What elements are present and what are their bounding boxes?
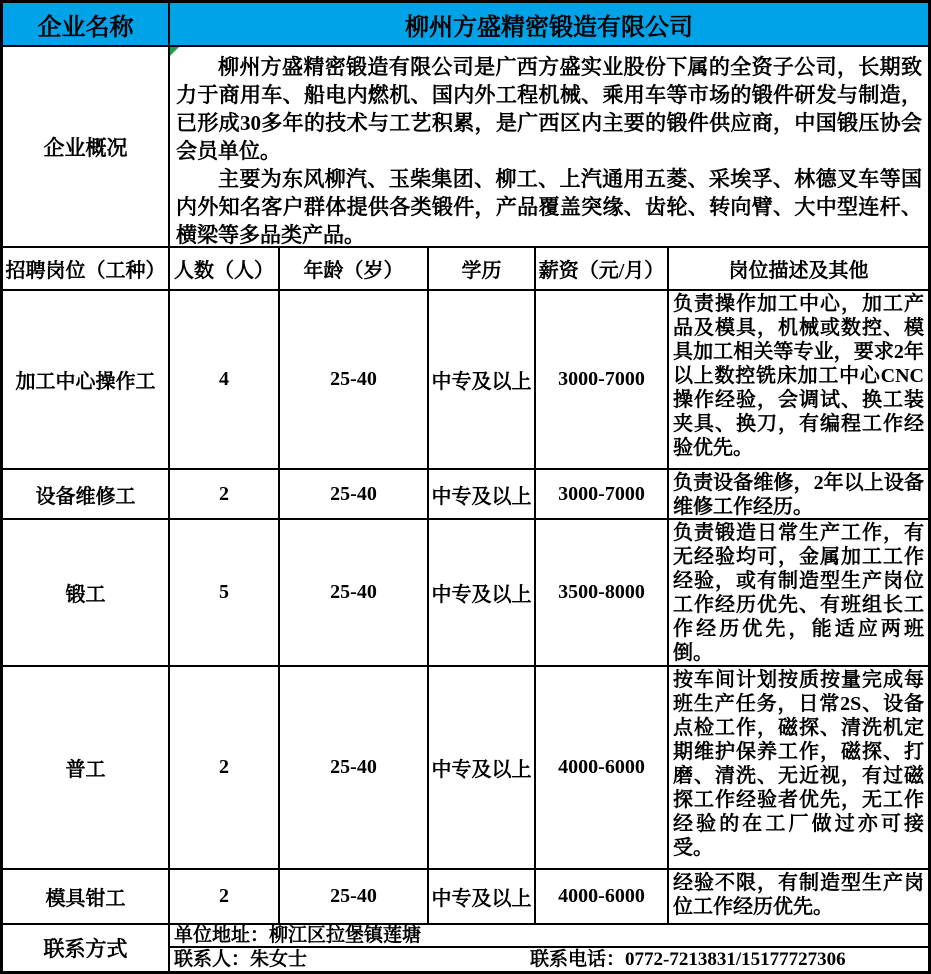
company-overview-row xyxy=(3,47,928,248)
description-cell: 负责操作加工中心，加工产品及模具，机械或数控、模具加工相关等专业，要求2年以上数控铣床加工中心CNC操作经验，会调试、换工装夹具、换刀，有编程工作经验优先。 xyxy=(673,293,924,459)
position-cell: 普工 xyxy=(3,667,170,868)
description-cell: 负责设备维修，2年以上设备维修工作经历。 xyxy=(673,472,924,518)
company-name-row xyxy=(3,3,928,47)
position-cell: 设备维修工 xyxy=(3,470,170,518)
count-cell: 2 xyxy=(170,870,280,923)
contact-row xyxy=(3,925,928,971)
header-salary: 薪资（元/月） xyxy=(536,248,669,289)
count-cell: 4 xyxy=(170,291,280,468)
salary-cell: 3500-8000 xyxy=(536,520,669,665)
salary-cell: 4000-6000 xyxy=(536,667,669,868)
header-age: 年龄（岁） xyxy=(280,248,429,289)
description-cell: 负责锻造日常生产工作，有无经验均可，金属加工工作经验，或有制造型生产岗位工作经历优先、有班组长工作经历优先，能适应两班倒。 xyxy=(673,522,924,664)
company-name: 柳州方盛精密锻造有限公司 xyxy=(170,3,928,45)
table-row xyxy=(3,291,928,470)
table-row xyxy=(3,470,928,520)
age-cell: 25-40 xyxy=(280,667,429,868)
position-cell: 锻工 xyxy=(3,520,170,665)
overview-text-cell xyxy=(170,47,928,246)
company-name-label: 企业名称 xyxy=(3,3,170,45)
table-row xyxy=(3,667,928,870)
position-cell: 加工中心操作工 xyxy=(3,291,170,468)
table-header-row xyxy=(3,248,928,291)
contact-address: 单位地址：柳江区拉堡镇莲塘 xyxy=(170,925,928,948)
overview-paragraph-2: 主要为东风柳汽、玉柴集团、柳工、上汽通用五菱、采埃孚、林德叉车等国内外知名客户群体提供各类锻件，产品覆盖突缘、齿轮、转向臂、大中型连杆、横梁等多品类产品。 xyxy=(176,167,922,246)
header-education: 学历 xyxy=(429,248,536,289)
description-cell: 按车间计划按质按量完成每班生产任务，日常2S、设备点检工作，磁探、清洗机定期维护保养工作，磁探、打磨、清洗、无近视，有过磁探工作经验者优先，无工作经验的在工厂做过亦可接受。 xyxy=(673,669,924,859)
salary-cell: 3000-7000 xyxy=(536,291,669,468)
age-cell: 25-40 xyxy=(280,291,429,468)
table-row xyxy=(3,870,928,925)
count-cell: 2 xyxy=(170,667,280,868)
education-cell: 中专及以上 xyxy=(429,470,536,518)
header-description: 岗位描述及其他 xyxy=(728,260,869,282)
contact-details xyxy=(170,925,928,971)
contact-bottom-row xyxy=(170,948,928,971)
header-position: 招聘岗位（工种） xyxy=(3,248,170,289)
cell-corner-marker-icon xyxy=(170,47,179,56)
description-cell: 经验不限，有制造型生产岗位工作经历优先。 xyxy=(673,872,924,918)
education-cell: 中专及以上 xyxy=(429,667,536,868)
contact-phone: 联系电话：0772-7213831/15177727306 xyxy=(530,948,846,970)
education-cell: 中专及以上 xyxy=(429,520,536,665)
education-cell: 中专及以上 xyxy=(429,870,536,923)
overview-paragraph-1: 柳州方盛精密锻造有限公司是广西方盛实业股份下属的全资子公司，长期致力于商用车、船电内燃机、国内外工程机械、乘用车等市场的锻件研发与制造，已形成30多年的技术与工艺积累，是广西区内主要的锻件供应商，中国锻压协会会员单位。 xyxy=(176,55,922,163)
salary-cell: 4000-6000 xyxy=(536,870,669,923)
position-cell: 模具钳工 xyxy=(3,870,170,923)
count-cell: 5 xyxy=(170,520,280,665)
salary-cell: 3000-7000 xyxy=(536,470,669,518)
contact-label: 联系方式 xyxy=(3,925,170,971)
header-count: 人数（人） xyxy=(170,248,280,289)
table-row xyxy=(3,520,928,667)
age-cell: 25-40 xyxy=(280,470,429,518)
age-cell: 25-40 xyxy=(280,520,429,665)
overview-label: 企业概况 xyxy=(3,47,170,246)
age-cell: 25-40 xyxy=(280,870,429,923)
count-cell: 2 xyxy=(170,470,280,518)
education-cell: 中专及以上 xyxy=(429,291,536,468)
contact-person: 联系人：朱女士 xyxy=(174,948,308,970)
